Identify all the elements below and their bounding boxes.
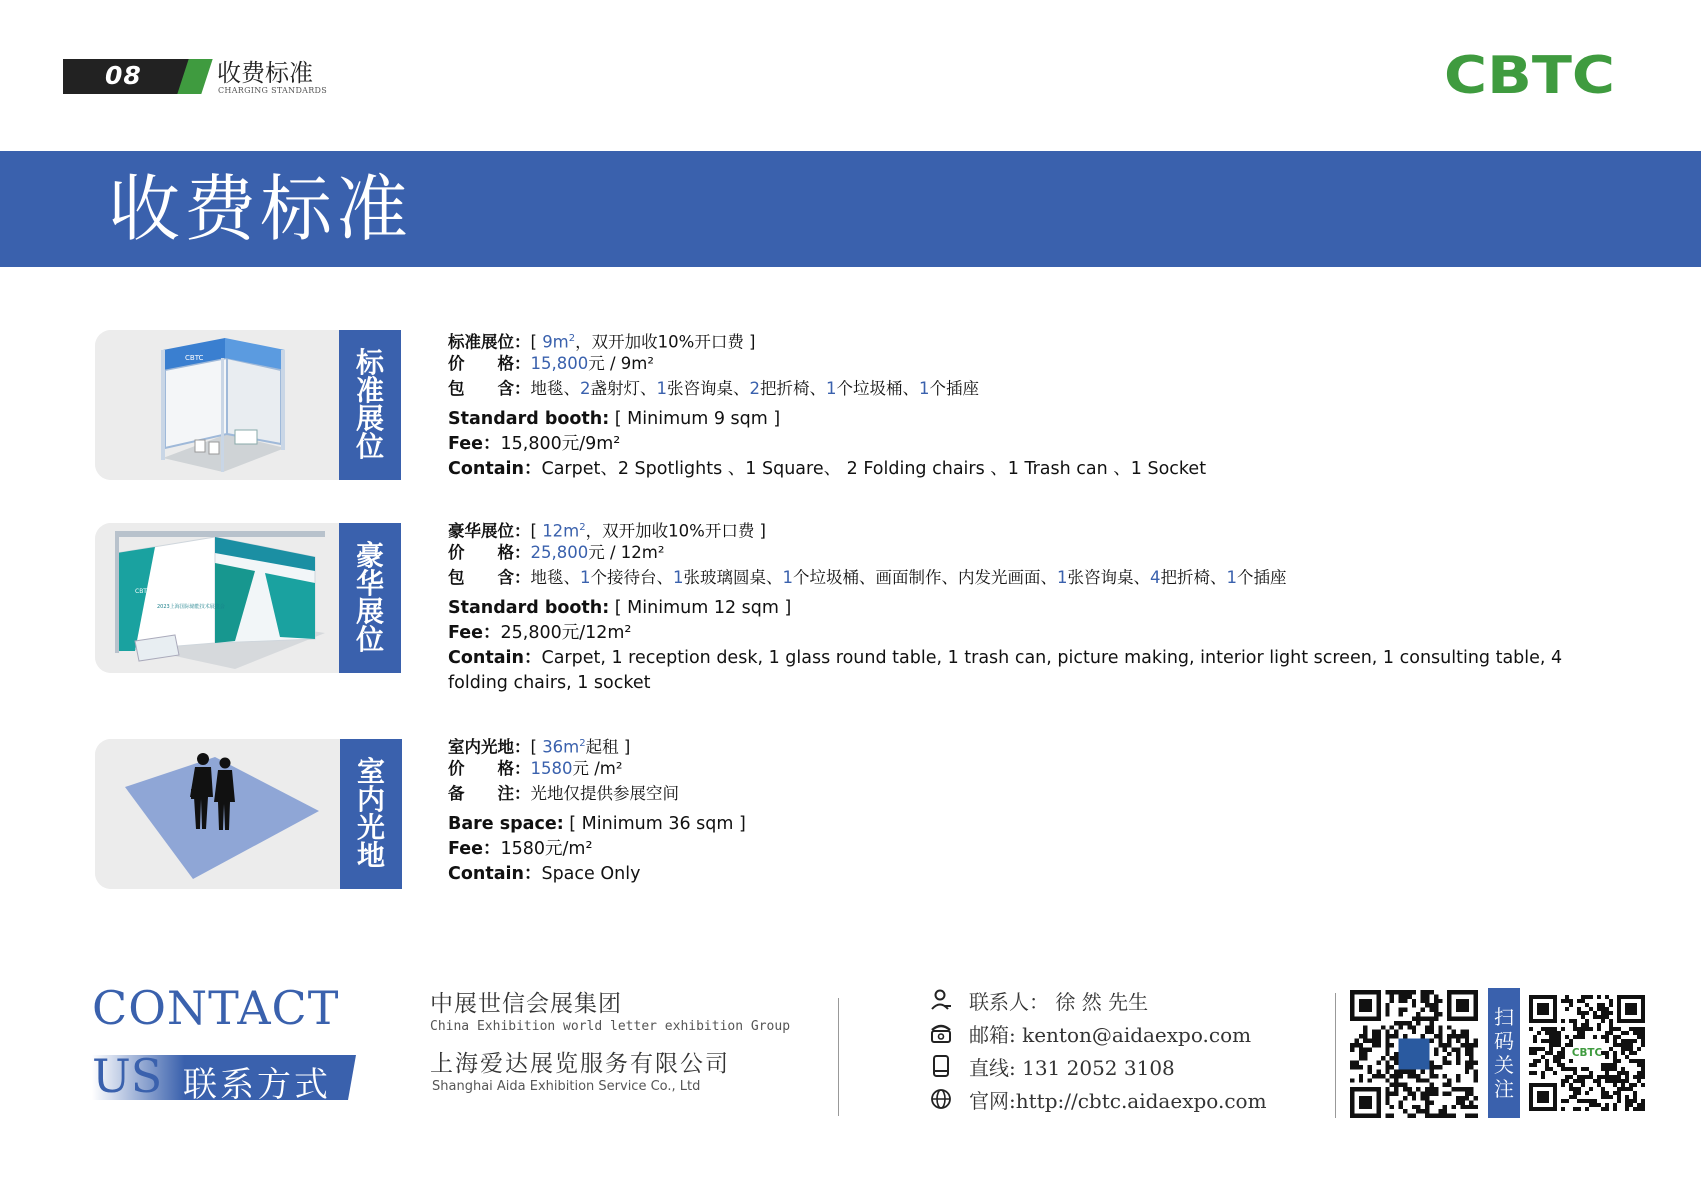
standard-cn-price: 价 格：15,800元 / 9m² (448, 354, 654, 373)
qr-code-wechat[interactable] (1350, 990, 1478, 1118)
luxury-booth-tag: 豪 华 展 位 (339, 523, 401, 673)
bare-en-contain: Contain：Space Only (448, 864, 641, 884)
bare-space-tag: 室 内 光 地 (340, 739, 402, 889)
standard-en-contain: Contain：Carpet、2 Spotlights 、1 Square、 2 Folding chairs 、1 Trash can 、1 Socket (448, 459, 1207, 479)
luxury-booth-info (448, 517, 1648, 697)
scan-follow-tag: 扫 码 关 注 (1488, 988, 1520, 1118)
bare-cn-price: 价 格：1580元 /m² (448, 759, 623, 778)
bare-space-image (95, 739, 343, 889)
luxury-cn-price: 价 格：25,800元 / 12m² (448, 543, 665, 562)
standard-cn-contain: 包 含：地毯、2盏射灯、1张咨询桌、2把折椅、1个垃圾桶、1个插座 (448, 379, 979, 398)
luxury-en-fee: Fee：25,800元/12m² (448, 623, 632, 643)
globe-icon (930, 1088, 952, 1110)
bare-en-fee: Fee：1580元/m² (448, 839, 593, 859)
qr-center-logo: CBTC (1571, 1047, 1603, 1060)
contact-email[interactable]: 邮箱: kenton@aidaexpo.com (969, 1023, 1252, 1047)
company1-cn: 中展世信会展集团 (430, 991, 622, 1017)
svg-text:CBTC: CBTC (1444, 51, 1615, 97)
cbtc-logo (1444, 51, 1615, 97)
phone-handset-icon (930, 1022, 952, 1044)
divider (838, 998, 839, 1116)
luxury-cn-name: 豪华展位：[ $12m^2$，双开加收10%开口费 ] (448, 521, 766, 541)
company2-cn: 上海爱达展览服务有限公司 (430, 1051, 730, 1077)
person-icon (930, 989, 952, 1011)
standard-booth-tag: 标 准 展 位 (339, 330, 401, 480)
section-title: 收费标准 (217, 59, 313, 87)
svg-text:2023上海国际储能技术展览会: 2023上海国际储能技术展览会 (157, 604, 225, 610)
contact-website[interactable]: 官网:http://cbtc.aidaexpo.com (969, 1089, 1267, 1113)
section-subtitle: CHARGING STANDARDS (218, 86, 328, 95)
bare-en-name: Bare space: [ Minimum 36 sqm ] (448, 814, 746, 834)
contact-us-cn: 联系方式 (183, 1065, 331, 1105)
page-number-tab (63, 59, 205, 94)
company1-en: China Exhibition world letter exhibition Group (430, 1019, 791, 1034)
svg-text:CBTC: CBTC (185, 354, 204, 362)
page-number: 08 (105, 61, 142, 90)
standard-booth-image (95, 330, 343, 480)
luxury-en-contain: Contain：Carpet, 1 reception desk, 1 glass round table, 1 trash can, picture making, interior light screen, 1 consulting table, 4 folding chairs, 1 socket (448, 648, 1563, 693)
luxury-cn-contain: 包 含：地毯、1个接待台、1张玻璃圆桌、1个垃圾桶、画面制作、内发光画面、1张咨询桌、4把折椅、1个插座 (448, 568, 1287, 587)
luxury-en-name: Standard booth: [ Minimum 12 sqm ] (448, 598, 792, 618)
svg-text:CBTC: CBTC (135, 588, 151, 595)
mobile-phone-icon (930, 1055, 952, 1077)
standard-cn-name: 标准展位：[ $9m^2$，双开加收10%开口费 ] (448, 332, 756, 352)
qr-code-cbtc[interactable] (1529, 995, 1645, 1111)
contact-phone: 直线: 131 2052 3108 (969, 1056, 1175, 1080)
contact-person: 联系人： 徐 然 先生 (969, 990, 1149, 1014)
standard-en-fee: Fee：15,800元/9m² (448, 434, 621, 454)
banner-title: 收费标准 (108, 167, 413, 251)
bare-cn-name: 室内光地：[ $36m^2$起租 ] (448, 737, 631, 757)
standard-en-name: Standard booth: [ Minimum 9 sqm ] (448, 409, 781, 429)
company2-en: Shanghai Aida Exhibition Service Co., Ltd (432, 1079, 701, 1094)
bare-cn-note: 备 注：光地仅提供参展空间 (448, 784, 679, 803)
bare-space-info (448, 733, 1648, 893)
luxury-booth-image (95, 523, 343, 673)
standard-booth-info (448, 328, 1648, 488)
divider-2 (1335, 993, 1336, 1118)
contact-heading: CONTACT (92, 981, 340, 1035)
contact-us: US (92, 1049, 163, 1103)
